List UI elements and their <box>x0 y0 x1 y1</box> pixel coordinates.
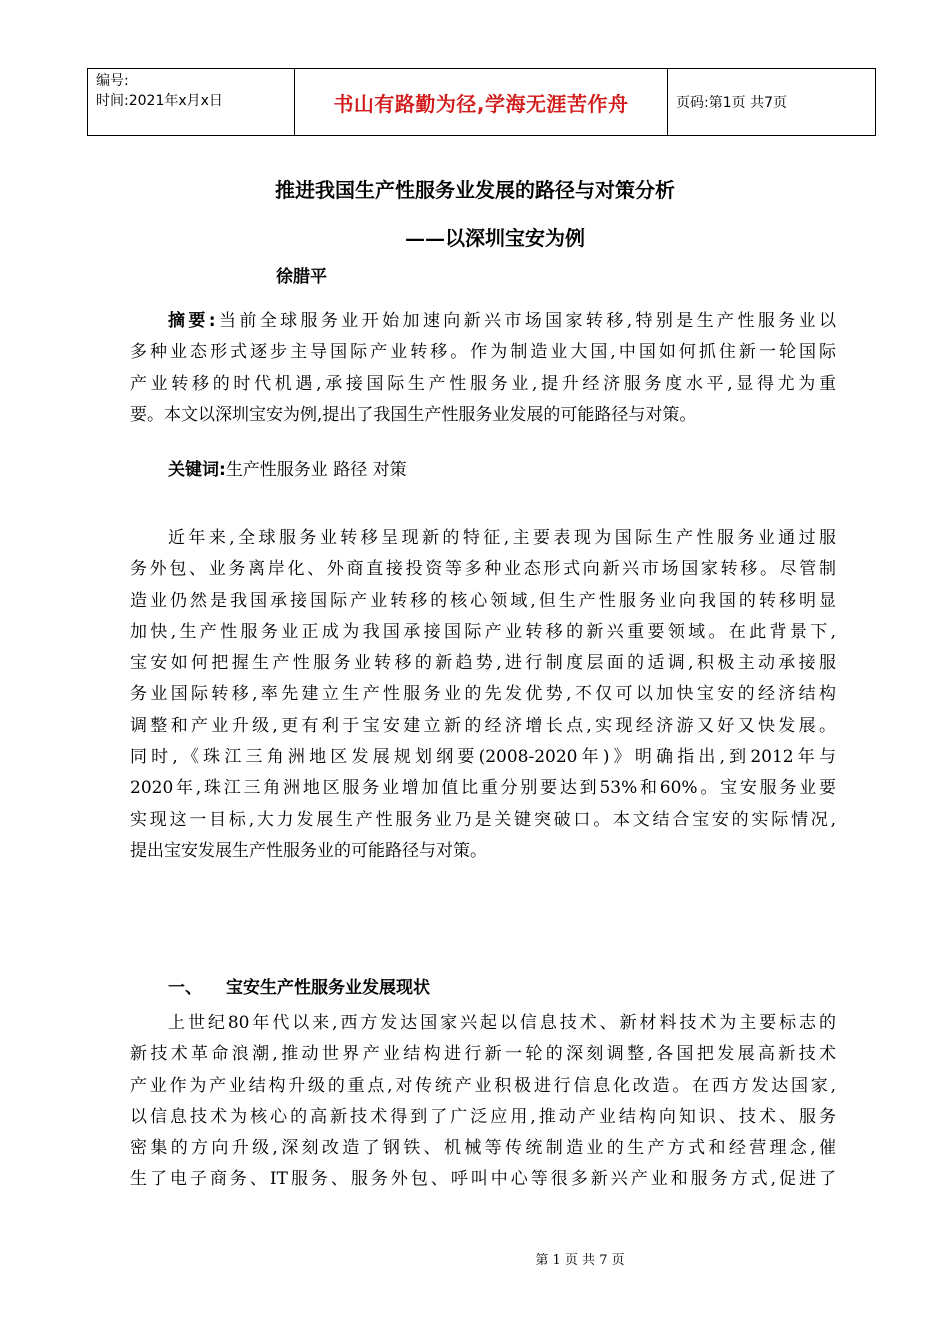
section-line: 上世纪80年代以来,西方发达国家兴起以信息技术、新材料技术为主要标志的 <box>168 1013 836 1033</box>
intro-line: 提出宝安发展生产性服务业的可能路径与对策。 <box>130 840 487 861</box>
abstract-line: 要。本文以深圳宝安为例,提出了我国生产性服务业发展的可能路径与对策。 <box>130 404 697 425</box>
document-subtitle: ——以深圳宝安为例 <box>405 226 585 250</box>
keywords-label: 关键词: <box>168 460 226 480</box>
intro-line: 实现这一目标,大力发展生产性服务业乃是关键突破口。本文结合宝安的实际情况, <box>130 809 836 830</box>
section-title: 宝安生产性服务业发展现状 <box>226 978 430 998</box>
section-number: 一、 <box>168 978 202 998</box>
section-paragraph <box>130 1008 836 1196</box>
document-header-table <box>87 68 876 136</box>
intro-line: 加快,生产性服务业正成为我国承接国际产业转移的新兴重要领域。在此背景下, <box>130 621 836 642</box>
section-line: 新技术革命浪潮,推动世界产业结构进行新一轮的深刻调整,各国把发展高新技术 <box>130 1044 836 1065</box>
intro-line: 宝安如何把握生产性服务业转移的新趋势,进行制度层面的适调,积极主动承接服 <box>130 653 836 674</box>
intro-line: 同时,《珠江三角洲地区发展规划纲要(2008-2020年)》明确指出,到2012年与 <box>130 747 836 768</box>
intro-line: 务业国际转移,率先建立生产性服务业的先发优势,不仅可以加快宝安的经济结构 <box>130 684 836 705</box>
intro-line: 务外包、业务离岸化、外商直接投资等多种业态形式向新兴市场国家转移。尽管制 <box>130 559 836 580</box>
keywords-text: 生产性服务业 路径 对策 <box>225 460 407 480</box>
intro-line: 近年来,全球服务业转移呈现新的特征,主要表现为国际生产性服务业通过服 <box>168 528 836 548</box>
section-heading <box>168 973 430 998</box>
header-meta-cell <box>88 69 295 136</box>
header-motto: 书山有路勤为径,学海无涯苦作舟 <box>333 91 629 116</box>
abstract-label: 摘要: <box>168 311 216 331</box>
intro-line: 造业仍然是我国承接国际产业转移的核心领域,但生产性服务业向我国的转移明显 <box>130 590 836 611</box>
document-title: 推进我国生产性服务业发展的路径与对策分析 <box>275 178 675 202</box>
abstract-line: 产业转移的时代机遇,承接国际生产性服务业,提升经济服务度水平,显得尤为重 <box>130 373 836 394</box>
keywords-line <box>168 455 407 480</box>
document-number-label: 编号: <box>96 73 129 89</box>
abstract-paragraph <box>130 306 836 431</box>
intro-paragraph <box>130 523 836 867</box>
abstract-line: 摘要:当前全球服务业开始加速向新兴市场国家转移,特别是生产性服务业以 <box>168 311 836 331</box>
section-line: 密集的方向升级,深刻改造了钢铁、机械等传统制造业的生产方式和经营理念,催 <box>130 1138 836 1159</box>
intro-line: 调整和产业升级,更有利于宝安建立新的经济增长点,实现经济游又好又快发展。 <box>130 715 836 736</box>
abstract-line: 多种业态形式逐步主导国际产业转移。作为制造业大国,中国如何抓住新一轮国际 <box>130 342 836 363</box>
section-line: 产业作为产业结构升级的重点,对传统产业积极进行信息化改造。在西方发达国家, <box>130 1075 836 1096</box>
section-line: 生了电子商务、IT服务、服务外包、呼叫中心等很多新兴产业和服务方式,促进了 <box>130 1169 836 1190</box>
author-name: 徐腊平 <box>276 267 327 287</box>
document-time-label: 时间:2021年x月x日 <box>96 93 223 109</box>
header-motto-cell <box>295 69 668 136</box>
header-page-info: 页码:第1页 共7页 <box>668 69 876 136</box>
intro-line: 2020年,珠江三角洲地区服务业增加值比重分别要达到53%和60%。宝安服务业要 <box>130 778 836 799</box>
page-footer: 第 1 页 共 7 页 <box>535 1253 625 1268</box>
section-line: 以信息技术为核心的高新技术得到了广泛应用,推动产业结构向知识、技术、服务 <box>130 1106 836 1127</box>
